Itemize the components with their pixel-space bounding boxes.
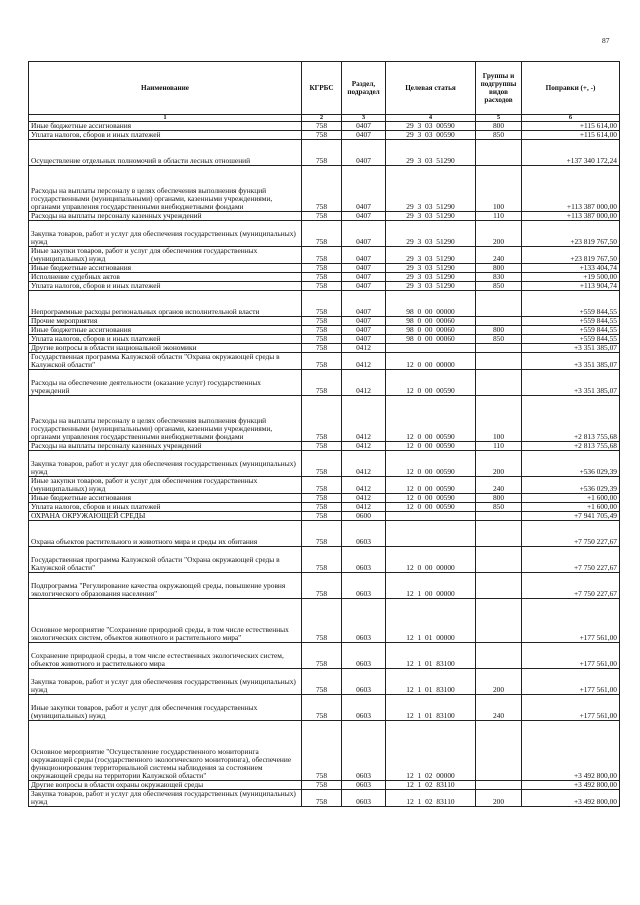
table-row (29, 512, 620, 521)
table-row (29, 166, 620, 212)
row-name: Закупка товаров, работ и услуг для обеспечения государственных (муниципальных) нужд (29, 451, 302, 477)
row-kgrbs: 758 (302, 122, 342, 131)
row-group: 800 (476, 122, 522, 131)
row-name: Расходы на обеспечение деятельности (оказание услуг) государственных учреждений (29, 370, 302, 396)
table-row (29, 442, 620, 451)
row-amount: +177 561,00 (522, 695, 620, 721)
table-row (29, 451, 620, 477)
row-kgrbs: 758 (302, 643, 342, 669)
row-section: 0407 (342, 282, 386, 291)
row-name: Охрана объектов растительного и животного мира и среды их обитания (29, 521, 302, 547)
row-group: 800 (476, 326, 522, 335)
row-group: 200 (476, 221, 522, 247)
table-body (29, 122, 620, 807)
row-kgrbs: 758 (302, 291, 342, 317)
row-section: 0407 (342, 273, 386, 282)
row-amount: +7 750 227,67 (522, 573, 620, 599)
row-group: 200 (476, 790, 522, 807)
row-amount: +177 561,00 (522, 643, 620, 669)
table-row (29, 131, 620, 140)
row-group (476, 573, 522, 599)
row-group: 850 (476, 335, 522, 344)
row-kgrbs: 758 (302, 344, 342, 353)
row-group: 100 (476, 166, 522, 212)
row-kgrbs: 758 (302, 477, 342, 494)
row-kgrbs: 758 (302, 547, 342, 573)
row-section: 0603 (342, 573, 386, 599)
row-kgrbs: 758 (302, 353, 342, 370)
row-amount: +3 351 385,07 (522, 370, 620, 396)
row-kgrbs: 758 (302, 494, 342, 503)
row-kgrbs: 758 (302, 781, 342, 790)
table-row (29, 547, 620, 573)
row-group (476, 291, 522, 317)
row-name: Непрограммные расходы региональных органов исполнительной власти (29, 291, 302, 317)
row-name: Закупка товаров, работ и услуг для обеспечения государственных (муниципальных) нужд (29, 221, 302, 247)
table-row (29, 247, 620, 264)
row-amount: +137 340 172,24 (522, 140, 620, 166)
row-amount: +177 561,00 (522, 599, 620, 643)
row-name: Уплата налогов, сборов и иных платежей (29, 335, 302, 344)
row-target: 29 3 03 51290 (386, 140, 476, 166)
row-target: 29 3 03 00590 (386, 131, 476, 140)
table-row (29, 370, 620, 396)
table-row (29, 140, 620, 166)
row-kgrbs: 758 (302, 282, 342, 291)
row-name: Уплата налогов, сборов и иных платежей (29, 282, 302, 291)
row-section: 0603 (342, 521, 386, 547)
row-group: 850 (476, 131, 522, 140)
row-kgrbs: 758 (302, 140, 342, 166)
row-group: 110 (476, 212, 522, 221)
column-number: 4 (386, 115, 476, 122)
row-name: Другие вопросы в области охраны окружающей среды (29, 781, 302, 790)
header-group: Группы и подгруппы видов расходов (476, 62, 522, 115)
row-section: 0603 (342, 643, 386, 669)
row-kgrbs: 758 (302, 396, 342, 442)
row-target: 12 0 00 00590 (386, 477, 476, 494)
row-amount: +2 813 755,68 (522, 442, 620, 451)
row-amount: +559 844,55 (522, 291, 620, 317)
page-number: 87 (602, 36, 610, 45)
row-group (476, 140, 522, 166)
row-group (476, 721, 522, 781)
row-target: 12 0 00 00590 (386, 503, 476, 512)
row-target: 98 0 00 00000 (386, 291, 476, 317)
row-amount: +113 387 000,00 (522, 166, 620, 212)
row-amount: +559 844,55 (522, 326, 620, 335)
row-section: 0407 (342, 131, 386, 140)
row-section: 0603 (342, 781, 386, 790)
row-kgrbs: 758 (302, 264, 342, 273)
row-kgrbs: 758 (302, 335, 342, 344)
row-name: Иные бюджетные ассигнования (29, 326, 302, 335)
row-kgrbs: 758 (302, 503, 342, 512)
row-section: 0412 (342, 442, 386, 451)
row-name: Государственная программа Калужской области "Охрана окружающей среды в Калужской области" (29, 353, 302, 370)
row-name: Иные бюджетные ассигнования (29, 494, 302, 503)
table-row (29, 353, 620, 370)
row-amount: +1 600,00 (522, 494, 620, 503)
row-name: Исполнение судебных актов (29, 273, 302, 282)
row-section: 0412 (342, 370, 386, 396)
row-target: 12 1 00 00000 (386, 573, 476, 599)
row-kgrbs: 758 (302, 317, 342, 326)
row-section: 0407 (342, 212, 386, 221)
row-section: 0412 (342, 353, 386, 370)
row-name: Закупка товаров, работ и услуг для обеспечения государственных (муниципальных) нужд (29, 669, 302, 695)
header-section: Раздел, подраздел (342, 62, 386, 115)
row-amount: +3 351 385,07 (522, 353, 620, 370)
table-row (29, 282, 620, 291)
row-name: Расходы на выплаты персоналу казенных учреждений (29, 442, 302, 451)
row-name: Другие вопросы в области национальной экономики (29, 344, 302, 353)
row-section: 0412 (342, 503, 386, 512)
table-row (29, 669, 620, 695)
row-name: Иные закупки товаров, работ и услуг для обеспечения государственных (муниципальных) нужд (29, 695, 302, 721)
row-group: 850 (476, 503, 522, 512)
row-target: 12 1 01 00000 (386, 599, 476, 643)
row-group: 100 (476, 396, 522, 442)
row-group: 200 (476, 451, 522, 477)
row-target (386, 521, 476, 547)
header-amendments: Поправки (+, -) (522, 62, 620, 115)
row-target: 12 0 00 00000 (386, 547, 476, 573)
table-row (29, 695, 620, 721)
budget-amendments-table (28, 61, 620, 807)
row-section: 0407 (342, 122, 386, 131)
row-kgrbs: 758 (302, 669, 342, 695)
row-kgrbs: 758 (302, 599, 342, 643)
row-target (386, 344, 476, 353)
row-group: 110 (476, 442, 522, 451)
row-section: 0407 (342, 326, 386, 335)
row-group: 240 (476, 477, 522, 494)
row-group: 850 (476, 282, 522, 291)
row-section: 0412 (342, 451, 386, 477)
row-target: 12 0 00 00590 (386, 370, 476, 396)
row-amount: +536 029,39 (522, 451, 620, 477)
row-amount: +3 492 800,00 (522, 781, 620, 790)
table-row (29, 721, 620, 781)
row-target: 12 1 02 00000 (386, 721, 476, 781)
row-name: Расходы на выплаты персоналу казенных учреждений (29, 212, 302, 221)
row-target: 12 0 00 00590 (386, 494, 476, 503)
row-section: 0407 (342, 291, 386, 317)
row-amount: +3 492 800,00 (522, 790, 620, 807)
row-name: Иные бюджетные ассигнования (29, 122, 302, 131)
row-section: 0412 (342, 494, 386, 503)
row-kgrbs: 758 (302, 247, 342, 264)
row-name: Государственная программа Калужской области "Охрана окружающей среды в Калужской области" (29, 547, 302, 573)
table-row (29, 643, 620, 669)
row-target: 98 0 00 00060 (386, 317, 476, 326)
header-kgrbs: КГРБС (302, 62, 342, 115)
row-group (476, 344, 522, 353)
row-target: 98 0 00 00060 (386, 335, 476, 344)
row-amount: +7 941 705,49 (522, 512, 620, 521)
row-amount: +23 819 767,50 (522, 221, 620, 247)
row-amount: +113 904,74 (522, 282, 620, 291)
row-group (476, 599, 522, 643)
row-group: 800 (476, 264, 522, 273)
row-section: 0407 (342, 140, 386, 166)
row-target: 29 3 03 51290 (386, 282, 476, 291)
row-target: 29 3 03 51290 (386, 166, 476, 212)
row-amount: +3 492 800,00 (522, 721, 620, 781)
row-section: 0412 (342, 344, 386, 353)
row-kgrbs: 758 (302, 573, 342, 599)
row-section: 0407 (342, 335, 386, 344)
row-kgrbs: 758 (302, 212, 342, 221)
row-target (386, 512, 476, 521)
row-target: 12 1 02 83110 (386, 790, 476, 807)
table-row (29, 396, 620, 442)
row-amount: +23 819 767,50 (522, 247, 620, 264)
row-name: Иные закупки товаров, работ и услуг для обеспечения государственных (муниципальных) нужд (29, 247, 302, 264)
row-kgrbs: 758 (302, 131, 342, 140)
table-row (29, 790, 620, 807)
table-row (29, 291, 620, 317)
row-kgrbs: 758 (302, 521, 342, 547)
table-row (29, 212, 620, 221)
row-target: 29 3 03 51290 (386, 247, 476, 264)
row-section: 0407 (342, 317, 386, 326)
row-amount: +177 561,00 (522, 669, 620, 695)
row-amount: +559 844,55 (522, 317, 620, 326)
row-group (476, 521, 522, 547)
row-group (476, 547, 522, 573)
row-name: Закупка товаров, работ и услуг для обеспечения государственных (муниципальных) нужд (29, 790, 302, 807)
row-name: Расходы на выплаты персоналу в целях обеспечения выполнения функций государственными (муниципальными) органами, казенными учреждениями, органами управления государственными внебюджетными фондами (29, 166, 302, 212)
row-target: 12 0 00 00000 (386, 353, 476, 370)
row-kgrbs: 758 (302, 790, 342, 807)
row-section: 0603 (342, 721, 386, 781)
row-group (476, 353, 522, 370)
row-amount: +115 614,00 (522, 122, 620, 131)
row-target: 12 1 01 83100 (386, 669, 476, 695)
table-row (29, 521, 620, 547)
row-kgrbs: 758 (302, 512, 342, 521)
row-name: Осуществление отдельных полномочий в области лесных отношений (29, 140, 302, 166)
row-target: 98 0 00 00060 (386, 326, 476, 335)
row-name: Подпрограмма "Регулирование качества окружающей среды, повышение уровня экологического образования населения" (29, 573, 302, 599)
table-header-row (29, 62, 620, 115)
row-section: 0603 (342, 599, 386, 643)
row-target: 29 3 03 51290 (386, 212, 476, 221)
row-group: 830 (476, 273, 522, 282)
row-section: 0407 (342, 166, 386, 212)
row-name: Уплата налогов, сборов и иных платежей (29, 503, 302, 512)
row-target: 12 1 01 83100 (386, 643, 476, 669)
table-row (29, 599, 620, 643)
row-name: ОХРАНА ОКРУЖАЮЩЕЙ СРЕДЫ (29, 512, 302, 521)
table-row (29, 477, 620, 494)
row-target: 12 0 00 00590 (386, 396, 476, 442)
row-amount: +559 844,55 (522, 335, 620, 344)
row-target: 29 3 03 00590 (386, 122, 476, 131)
row-target: 29 3 03 51290 (386, 221, 476, 247)
row-kgrbs: 758 (302, 166, 342, 212)
row-target: 12 0 00 00590 (386, 451, 476, 477)
row-amount: +536 029,39 (522, 477, 620, 494)
column-number: 6 (522, 115, 620, 122)
row-section: 0600 (342, 512, 386, 521)
row-amount: +1 600,00 (522, 503, 620, 512)
row-section: 0603 (342, 669, 386, 695)
row-section: 0412 (342, 396, 386, 442)
header-target: Целевая статья (386, 62, 476, 115)
row-group: 240 (476, 695, 522, 721)
row-amount: +2 813 755,68 (522, 396, 620, 442)
row-section: 0603 (342, 790, 386, 807)
row-group: 200 (476, 669, 522, 695)
row-section: 0412 (342, 477, 386, 494)
row-section: 0603 (342, 695, 386, 721)
row-group (476, 512, 522, 521)
row-group: 240 (476, 247, 522, 264)
row-kgrbs: 758 (302, 326, 342, 335)
row-kgrbs: 758 (302, 721, 342, 781)
row-kgrbs: 758 (302, 221, 342, 247)
row-kgrbs: 758 (302, 273, 342, 282)
row-section: 0407 (342, 264, 386, 273)
row-name: Прочие мероприятия (29, 317, 302, 326)
row-amount: +3 351 385,07 (522, 344, 620, 353)
row-group (476, 781, 522, 790)
row-kgrbs: 758 (302, 451, 342, 477)
row-amount: +113 387 000,00 (522, 212, 620, 221)
row-name: Сохранение природной среды, в том числе естественных экологических систем, объектов животного и растительного мира (29, 643, 302, 669)
column-number: 5 (476, 115, 522, 122)
row-amount: +19 500,00 (522, 273, 620, 282)
row-group (476, 370, 522, 396)
row-name: Иные бюджетные ассигнования (29, 264, 302, 273)
row-name: Основное мероприятие "Осуществление государственного мониторинга окружающей среды (государственного экологического мониторинга), обеспечение функционирования территориальной системы наблюдения за состоянием окружающей среды на территории Калужской области" (29, 721, 302, 781)
column-number: 3 (342, 115, 386, 122)
row-name: Основное мероприятие "Сохранение природной среды, в том числе естественных экологических систем, объектов животного и растительного мира" (29, 599, 302, 643)
row-amount: +7 750 227,67 (522, 521, 620, 547)
row-target: 29 3 03 51290 (386, 264, 476, 273)
row-section: 0407 (342, 247, 386, 264)
row-target: 29 3 03 51290 (386, 273, 476, 282)
row-section: 0407 (342, 221, 386, 247)
row-amount: +7 750 227,67 (522, 547, 620, 573)
row-kgrbs: 758 (302, 370, 342, 396)
column-number: 1 (29, 115, 302, 122)
row-name: Уплата налогов, сборов и иных платежей (29, 131, 302, 140)
row-name: Расходы на выплаты персоналу в целях обеспечения выполнения функций государственными (муниципальными) органами, казенными учреждениями, органами управления государственными внебюджетными фондами (29, 396, 302, 442)
row-kgrbs: 758 (302, 695, 342, 721)
row-amount: +115 614,00 (522, 131, 620, 140)
row-group (476, 643, 522, 669)
row-name: Иные закупки товаров, работ и услуг для обеспечения государственных (муниципальных) нужд (29, 477, 302, 494)
table-row (29, 221, 620, 247)
row-section: 0603 (342, 547, 386, 573)
row-target: 12 0 00 00590 (386, 442, 476, 451)
row-amount: +133 404,74 (522, 264, 620, 273)
column-number: 2 (302, 115, 342, 122)
table-row (29, 573, 620, 599)
row-target: 12 1 02 83110 (386, 781, 476, 790)
header-name: Наименование (29, 62, 302, 115)
row-group: 800 (476, 494, 522, 503)
row-kgrbs: 758 (302, 442, 342, 451)
row-target: 12 1 01 83100 (386, 695, 476, 721)
